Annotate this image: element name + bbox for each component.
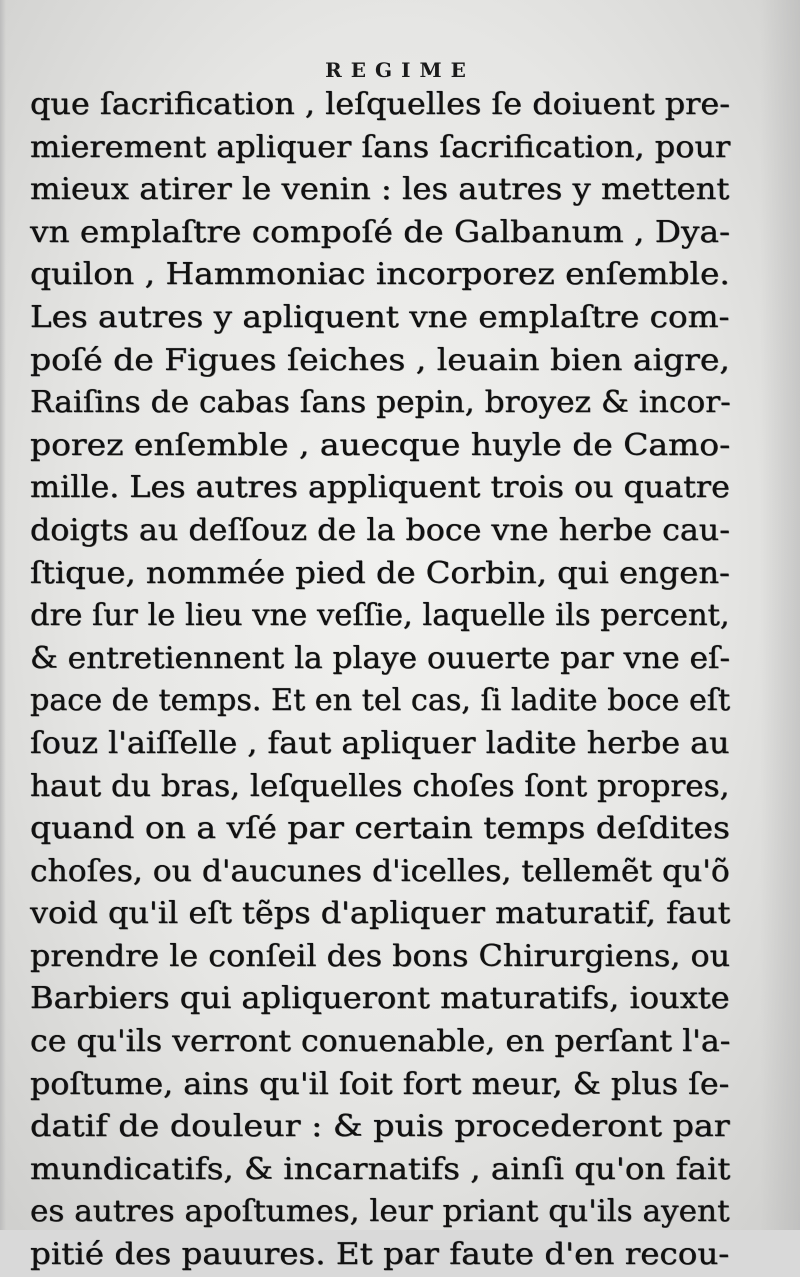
text-line: & entretiennent la playe ouuerte par vne eſ- [30,640,731,676]
text-line: Raiſins de cabas ſans pepin, broyez & incor- [30,385,731,421]
text-line: es autres apoſtumes, leur priant qu'ils ayent [30,1194,730,1230]
text-line: porez enſemble , auecque huyle de Camo- [30,427,731,463]
text-line: choſes, ou d'aucunes d'icelles, tellemẽt qu'õ [30,853,730,889]
text-line: quilon , Hammoniac incorporez enſemble. [30,257,730,293]
text-line: poſtume, ains qu'il ſoit fort meur, & plus ſe- [30,1066,730,1102]
text-line: pitié des pauures. Et par faute d'en recou- [30,1237,730,1273]
text-line: haut du bras, leſquelles choſes ſont propres, [30,768,730,804]
text-line: mieux atirer le venin : les autres y mettent [30,172,730,208]
text-line: poſé de Figues ſeiches , leuain bien aigre, [30,342,730,378]
running-head: REGIME [325,58,475,82]
text-line: mierement apliquer ſans ſacrification, pour [30,129,731,165]
page-left-shadow [0,0,6,1230]
text-line: datif de douleur : & puis procederont par [30,1109,730,1145]
text-line: mundicatifs, & incarnatifs , ainſi qu'on fait [30,1151,731,1187]
text-line: vn emplaſtre compoſé de Galbanum , Dya- [30,214,731,250]
text-line: ſouz l'aiſſelle , faut apliquer ladite herbe au [30,725,730,761]
text-line: dre ſur le lieu vne veſſie, laquelle ils percent, [30,598,730,634]
text-line: prendre le conſeil des bons Chirurgiens, ou [30,938,731,974]
text-line: mille. Les autres appliquent trois ou quatre [30,470,730,506]
text-line: Barbiers qui apliqueront maturatifs, iouxte [30,981,730,1017]
body-text [30,84,730,1277]
text-line: void qu'il eſt tẽps d'apliquer maturatif, faut [30,896,731,932]
text-line: ſtique, nommée pied de Corbin, qui engen- [30,555,730,591]
text-line: quand on a vſé par certain temps deſdites [30,811,730,847]
text-line: que ſacrification , leſquelles ſe doiuent pre- [30,87,731,122]
text-line: pace de temps. Et en tel cas, ſi ladite boce eſt [30,683,731,719]
text-line: ce qu'ils verront conuenable, en perſant l'a- [30,1024,731,1060]
text-line: Les autres y apliquent vne emplaſtre com- [30,299,730,335]
text-line: doigts au deſſouz de la boce vne herbe cau- [30,512,730,548]
